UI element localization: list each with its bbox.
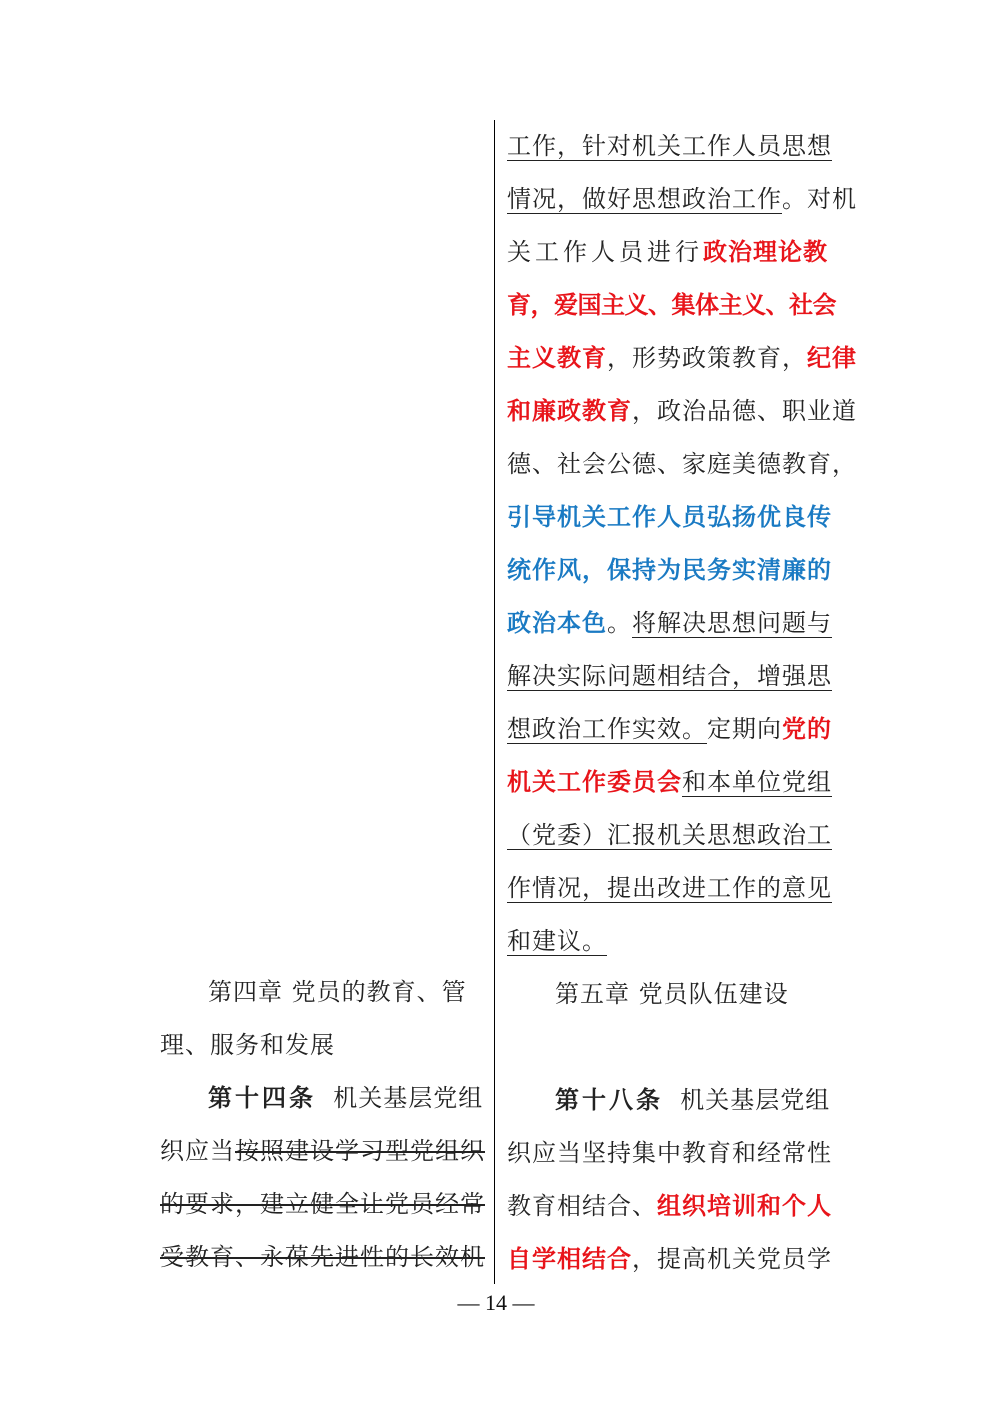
chapter-title: 理、服务和发展 xyxy=(160,1031,335,1059)
right-column xyxy=(507,120,857,1286)
text-line xyxy=(507,650,837,703)
chapter-heading xyxy=(160,1019,490,1072)
chapter-title: 第四章 党员的教育、管 xyxy=(208,978,467,1006)
underlined-text: 作情况，提出改进工作的意见 xyxy=(507,874,832,902)
red-bold-text: 主义教育 xyxy=(507,344,607,372)
underlined-text: 和本单位党组 xyxy=(682,768,832,796)
text-line xyxy=(507,332,857,385)
text: 织应当坚持集中教育和经常性 xyxy=(507,1139,832,1167)
text-line xyxy=(507,1127,837,1180)
underlined-text: 情况，做好思想政治工作 xyxy=(507,185,782,213)
blue-bold-text: 政治本色 xyxy=(507,609,607,637)
text-line xyxy=(507,226,837,279)
strikethrough-text: 按照建设学习型党组织 xyxy=(235,1137,485,1165)
text-line xyxy=(507,173,857,226)
red-bold-text: 自学相结合 xyxy=(507,1245,632,1273)
column-divider xyxy=(494,120,495,1284)
underlined-text: 工作，针对机关工作人员思想 xyxy=(507,132,832,160)
red-bold-text: 育，爱国主义、集体主义、社会 xyxy=(507,291,836,319)
text: ，政治品德、职业道 xyxy=(632,397,857,425)
text: 教育相结合、 xyxy=(507,1192,657,1220)
blue-bold-text: 统作风，保持为民务实清廉的 xyxy=(507,556,832,584)
article-label: 第十八条 xyxy=(555,1086,663,1114)
text-line xyxy=(507,438,857,491)
underlined-text: 解决实际问题相结合，增强思 xyxy=(507,662,832,690)
text-line xyxy=(507,915,837,968)
chapter-heading xyxy=(160,966,490,1019)
red-bold-text: 政治理论教 xyxy=(703,238,828,266)
chapter-title: 第五章 党员队伍建设 xyxy=(555,980,789,1008)
text: ，提高机关党员学 xyxy=(632,1245,832,1273)
red-bold-text: 纪律 xyxy=(807,344,857,372)
red-bold-text: 和廉政教育 xyxy=(507,397,632,425)
text-line xyxy=(507,809,837,862)
text-line xyxy=(507,756,837,809)
text: 定期向 xyxy=(707,715,782,743)
text: 。对机 xyxy=(782,185,857,213)
text: 。 xyxy=(607,609,632,637)
text: ，形势政策教育， xyxy=(607,344,807,372)
blank-line xyxy=(507,1021,837,1074)
text-line xyxy=(507,597,837,650)
article-label: 第十四条 xyxy=(208,1084,316,1112)
red-bold-text: 组织培训和个人 xyxy=(657,1192,832,1220)
text-line xyxy=(507,862,837,915)
red-bold-text: 机关工作委员会 xyxy=(507,768,682,796)
red-bold-text: 党的 xyxy=(782,715,832,743)
blue-bold-text: 引导机关工作人员弘扬优良传 xyxy=(507,503,832,531)
page-number: — 14 — xyxy=(457,1290,535,1315)
text-line xyxy=(507,385,857,438)
underlined-text: 和建议。 xyxy=(507,927,607,955)
strikethrough-text: 的要求，建立健全让党员经常 xyxy=(160,1190,485,1218)
text-line xyxy=(507,1180,837,1233)
text-line xyxy=(507,1233,837,1286)
text-line xyxy=(160,1125,490,1178)
text: 机关基层党组 xyxy=(680,1086,831,1114)
left-column xyxy=(160,966,490,1284)
underlined-text: （党委）汇报机关思想政治工 xyxy=(507,821,832,849)
text: 机关基层党组 xyxy=(333,1084,484,1112)
text-line xyxy=(507,1074,837,1127)
strikethrough-text: 受教育、永葆先进性的长效机 xyxy=(160,1243,485,1271)
text-line xyxy=(160,1072,490,1125)
text-line xyxy=(507,703,837,756)
text: 德、社会公德、家庭美德教育， xyxy=(507,450,857,478)
underlined-text: 将解决思想问题与 xyxy=(632,609,832,637)
chapter-heading xyxy=(507,968,837,1021)
text: 织应当 xyxy=(160,1137,235,1165)
text-line xyxy=(507,120,837,173)
text-line xyxy=(507,491,837,544)
text-line xyxy=(507,279,837,332)
text: 关工作人员进行 xyxy=(507,238,703,266)
underlined-text: 想政治工作实效。 xyxy=(507,715,707,743)
text-line xyxy=(507,544,837,597)
text-line xyxy=(160,1231,490,1284)
text-line xyxy=(160,1178,490,1231)
